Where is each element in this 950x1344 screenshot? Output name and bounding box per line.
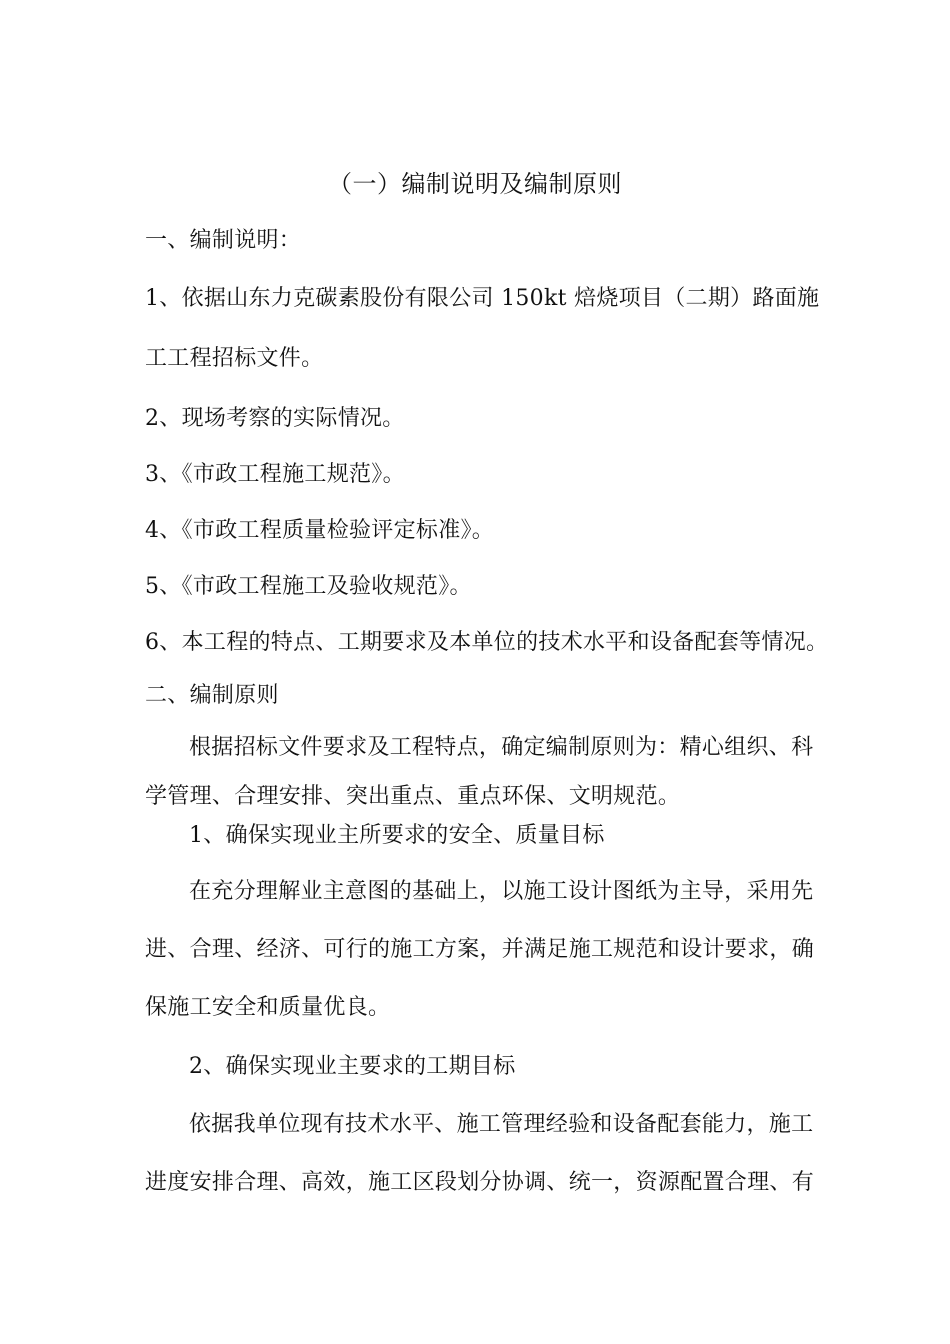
paragraph-line: 保施工安全和质量优良。 (145, 995, 391, 1020)
section-heading-description: 一、编制说明： (145, 228, 302, 253)
subheading-safety-quality: 1、确保实现业主所要求的安全、质量目标 (189, 823, 605, 848)
paragraph-line: 进度安排合理、高效，施工区段划分协调、统一，资源配置合理、有 (145, 1170, 815, 1195)
paragraph-line: 学管理、合理安排、突出重点、重点环保、文明规范。 (145, 784, 681, 809)
subheading-schedule: 2、确保实现业主要求的工期目标 (189, 1054, 516, 1079)
paragraph-line: 4、《市政工程质量检验评定标准》。 (145, 518, 495, 543)
paragraph-line: 在充分理解业主意图的基础上，以施工设计图纸为主导，采用先 (189, 879, 814, 904)
section-heading-principles: 二、编制原则 (145, 683, 279, 708)
paragraph-line: 5、《市政工程施工及验收规范》。 (145, 574, 472, 599)
paragraph-line: 3、《市政工程施工规范》。 (145, 462, 405, 487)
paragraph-line: 6、本工程的特点、工期要求及本单位的技术水平和设备配套等情况。 (145, 630, 829, 655)
paragraph-line: 工工程招标文件。 (145, 346, 324, 371)
paragraph-line: 进、合理、经济、可行的施工方案，并满足施工规范和设计要求，确 (145, 937, 815, 962)
page-title: （一）编制说明及编制原则 (328, 170, 622, 198)
paragraph-line: 2、现场考察的实际情况。 (145, 406, 405, 431)
paragraph-line: 1、依据山东力克碳素股份有限公司 150kt 焙烧项目（二期）路面施 (145, 286, 820, 311)
paragraph-line: 依据我单位现有技术水平、施工管理经验和设备配套能力，施工 (189, 1112, 814, 1137)
paragraph-line: 根据招标文件要求及工程特点，确定编制原则为：精心组织、科 (189, 735, 814, 760)
